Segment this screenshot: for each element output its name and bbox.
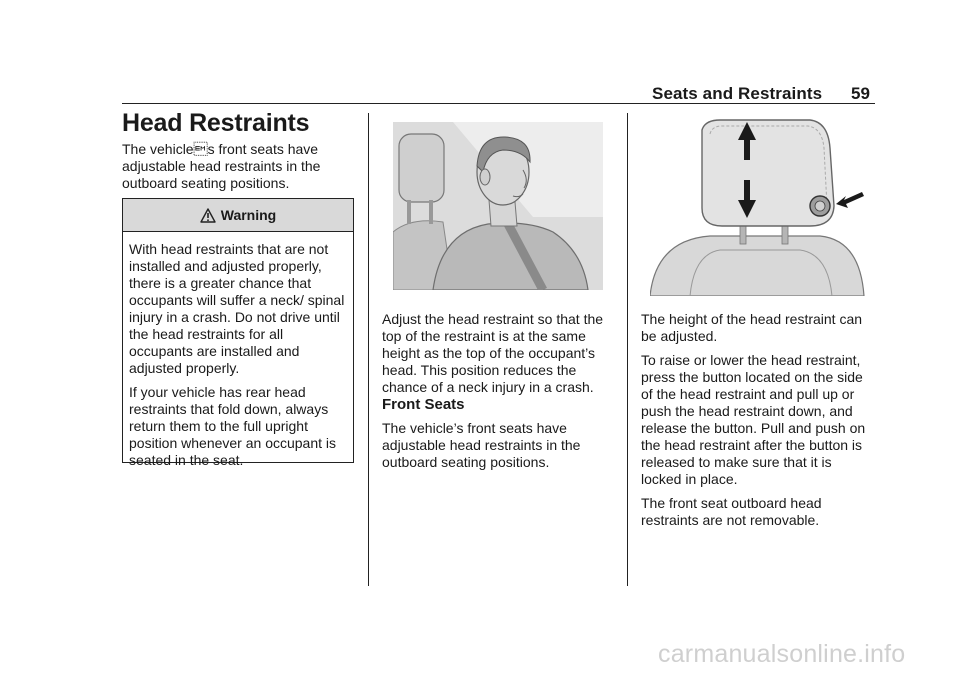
intro-paragraph: The vehicles front seats have adjustable head restraints in the outboard seating positions.	[122, 141, 321, 191]
head-restraint-adjust-illustration	[650, 118, 865, 296]
not-removable-paragraph: The front seat outboard head restraints are not removable.	[641, 495, 822, 528]
occupant-head-restraint-illustration	[393, 122, 603, 290]
warning-paragraph-2: If your vehicle has rear head restraints that fold down, always return them to the full upright position whenever an occupant is seated in the seat.	[129, 384, 337, 468]
page-number: 59	[851, 84, 870, 103]
page-heading: Head Restraints	[122, 109, 310, 137]
front-seats-heading: Front Seats	[382, 396, 465, 413]
height-adjust-text	[641, 311, 875, 536]
watermark: carmanualsonline.info	[658, 640, 906, 668]
warning-title: Warning	[220, 207, 277, 223]
column-divider-left	[368, 113, 369, 586]
warning-header	[123, 199, 353, 232]
header-rule	[122, 103, 875, 104]
warning-box	[122, 198, 354, 468]
column-divider-right	[627, 113, 628, 586]
warning-triangle-icon	[200, 208, 216, 223]
section-title: Seats and Restraints	[652, 84, 823, 103]
warning-body	[123, 232, 353, 469]
raise-lower-paragraph: To raise or lower the head restraint, press the button located on the side of the head restraint and pull up or push the head restraint down, and release the button. Pull and push on the head restraint after the button is released to make sure that it is locked in place.	[641, 352, 866, 487]
adjust-paragraph: Adjust the head restraint so that the top of the restraint is at the same height as the top of the occupant’s head. This position reduces the chance of a neck injury in a crash.	[382, 311, 604, 395]
front-seats-paragraph: The vehicle’s front seats have adjustable head restraints in the outboard seating positions.	[382, 420, 581, 470]
warning-paragraph-1: With head restraints that are not installed and adjusted properly, there is a greater chance that occupants will suffer a neck/ spinal injury in a crash. Do not drive until the head restraints for all occupants are installed and adjusted properly.	[129, 241, 345, 376]
height-paragraph: The height of the head restraint can be adjusted.	[641, 311, 863, 344]
